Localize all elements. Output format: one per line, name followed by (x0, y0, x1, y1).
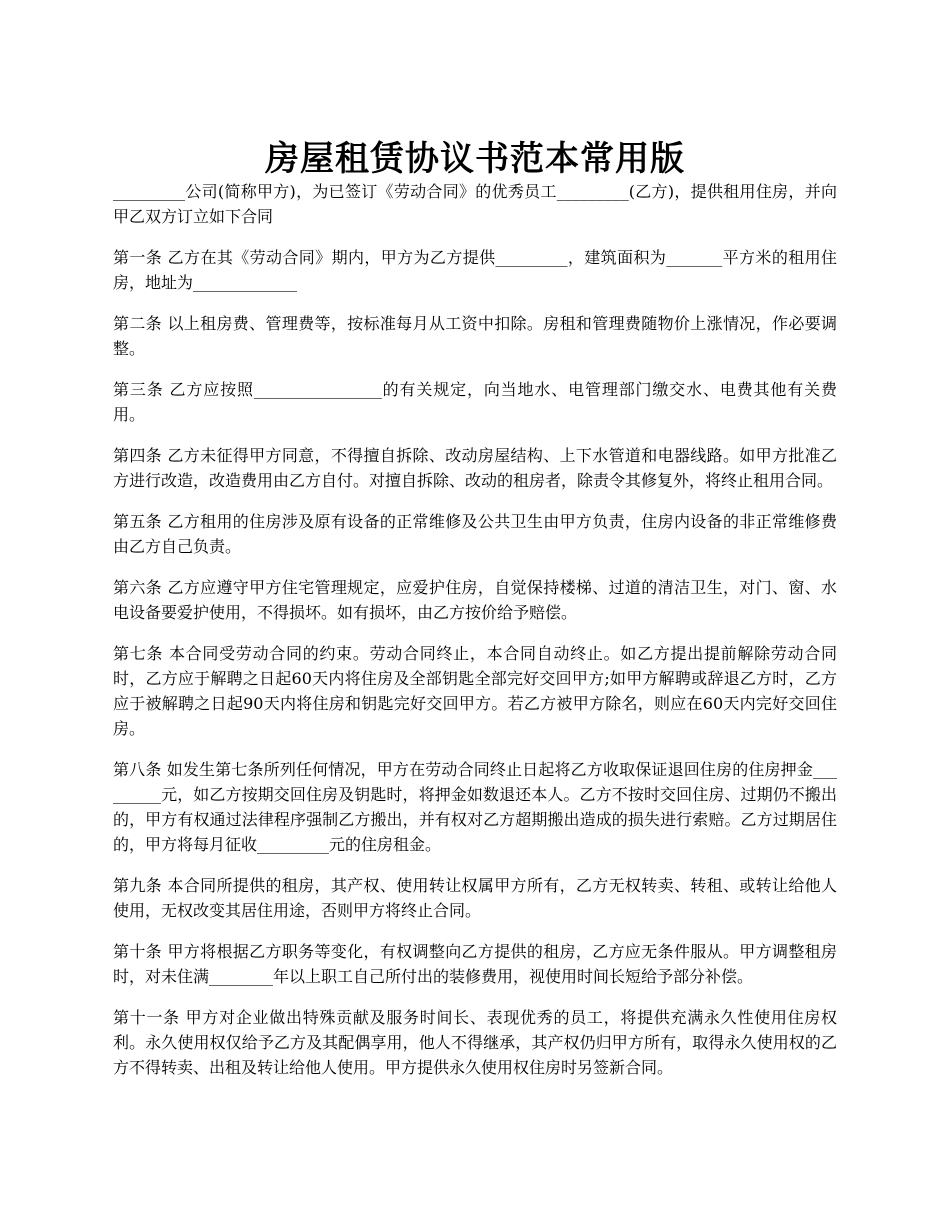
clause-11: 第十一条 甲方对企业做出特殊贡献及服务时间长、表现优秀的员工，将提供充满永久性使用住房权利。永久使用权仅给予乙方及其配偶享用，他人不得继承，其产权仍归甲方所有，取得永久使用权的乙方不得转卖、出租及转让给他人使用。甲方提供永久使用权住房时另签新合同。 (113, 1008, 837, 1077)
clause-10: 第十条 甲方将根据乙方职务等变化，有权调整向乙方提供的租房，乙方应无条件服从。甲方调整租房时，对未住满________年以上职工自己所付出的装修费用，视使用时间长短给予部分补偿。 (113, 942, 837, 986)
clause-8: 第八条 如发生第七条所列任何情况，甲方在劳动合同终止日起将乙方收取保证退回住房的住房押金_________元，如乙方按期交回住房及钥匙时，将押金如数退还本人。乙方不按时交回住房、过期仍不搬出的，甲方有权通过法律程序强制乙方搬出，并有权对乙方超期搬出造成的损失进行索赔。乙方过期居住的，甲方将每月征收_________元的住房租金。 (113, 760, 837, 854)
clause-5: 第五条 乙方租用的住房涉及原有设备的正常维修及公共卫生由甲方负责，住房内设备的非正常维修费由乙方自己负责。 (113, 512, 837, 556)
document-title: 房屋租赁协议书范本常用版 (265, 138, 685, 179)
clause-7: 第七条 本合同受劳动合同的约束。劳动合同终止，本合同自动终止。如乙方提出提前解除劳动合同时，乙方应于解聘之日起60天内将住房及全部钥匙全部完好交回甲方;如甲方解聘或辞退乙方时，乙方应于被解聘之日起90天内将住房和钥匙完好交回甲方。若乙方被甲方除名，则应在60天内完好交回住房。 (113, 644, 837, 738)
clause-2: 第二条 以上租房费、管理费等，按标准每月从工资中扣除。房租和管理费随物价上涨情况，作必要调整。 (113, 314, 837, 358)
clause-9: 第九条 本合同所提供的租房，其产权、使用转让权属甲方所有，乙方无权转卖、转租、或转让给他人使用，无权改变其居住用途，否则甲方将终止合同。 (113, 876, 837, 920)
document-body (113, 179, 837, 1096)
clause-6: 第六条 乙方应遵守甲方住宅管理规定，应爱护住房，自觉保持楼梯、过道的清洁卫生，对门、窗、水电设备要爱护使用，不得损坏。如有损坏，由乙方按价给予赔偿。 (113, 578, 837, 622)
clause-4: 第四条 乙方未征得甲方同意，不得擅自拆除、改动房屋结构、上下水管道和电器线路。如甲方批准乙方进行改造，改造费用由乙方自付。对擅自拆除、改动的租房者，除责令其修复外，将终止租用合同。 (113, 446, 837, 490)
clause-1: 第一条 乙方在其《劳动合同》期内，甲方为乙方提供_________，建筑面积为_______平方米的租用住房，地址为_____________ (113, 248, 837, 292)
intro-paragraph: _________公司(简称甲方)，为已签订《劳动合同》的优秀员工_________(乙方)，提供租用住房，并向甲乙双方订立如下合同 (113, 182, 837, 226)
clause-3: 第三条 乙方应按照________________的有关规定，向当地水、电管理部门缴交水、电费其他有关费用。 (113, 380, 837, 424)
